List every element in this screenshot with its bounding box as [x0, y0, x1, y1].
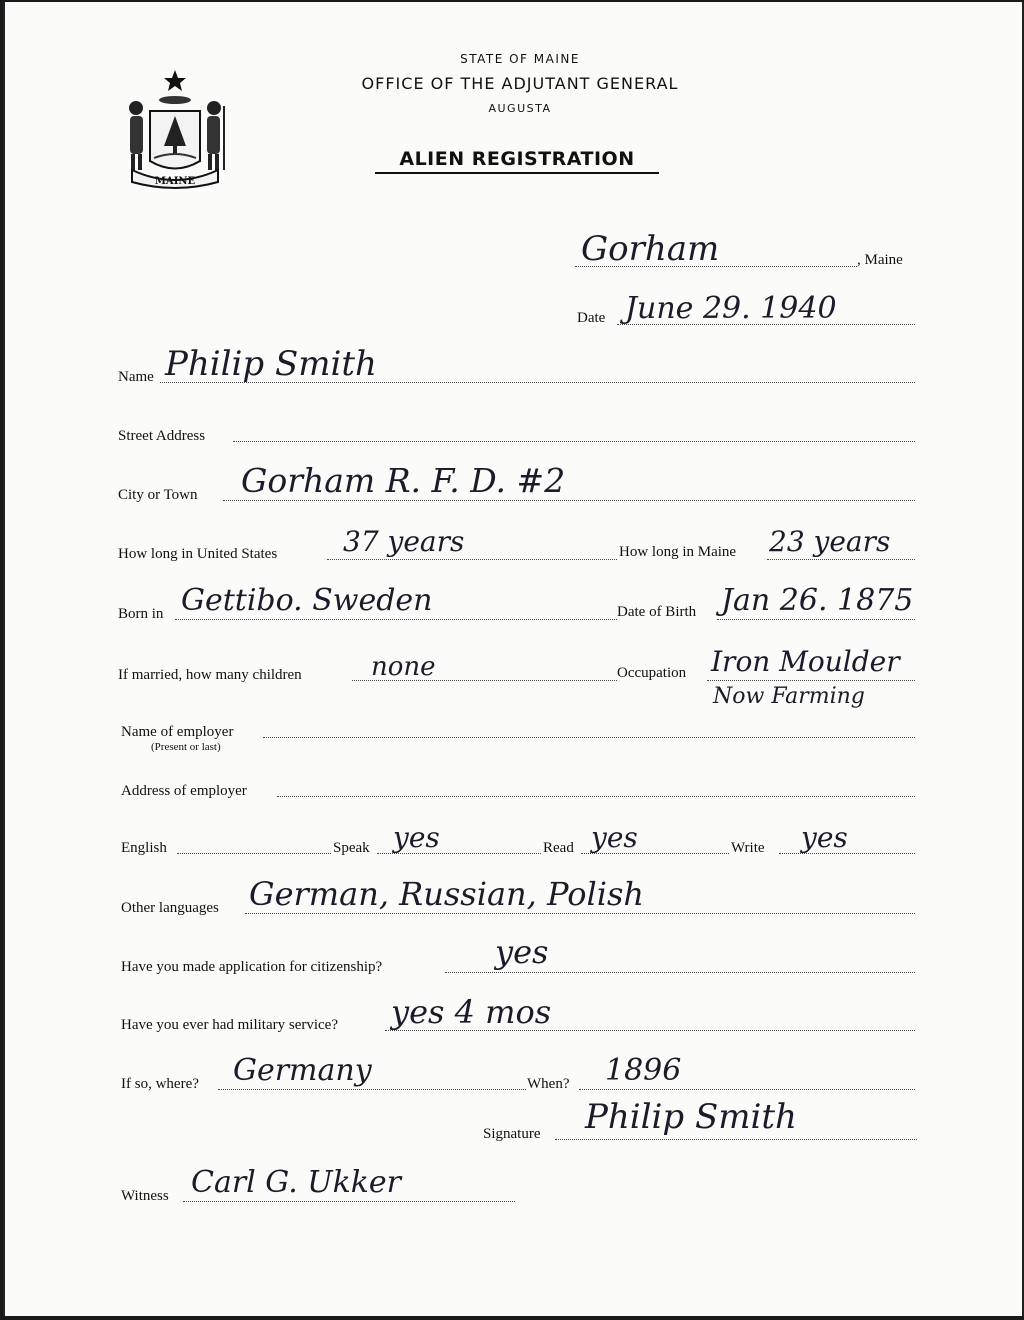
occupation-value: Iron Moulder: [711, 645, 900, 678]
signature-line: [555, 1139, 917, 1140]
occupation-line: [707, 680, 915, 681]
born-in-label: Born in: [118, 606, 164, 622]
how-long-maine-label: How long in Maine: [619, 544, 737, 560]
read-label: Read: [543, 840, 574, 856]
state-seal-icon: [120, 66, 230, 190]
children-value: none: [371, 652, 436, 682]
employer-address-line: [277, 796, 915, 797]
military-label: Have you ever had military service?: [121, 1017, 338, 1033]
date-of-birth-value: Jan 26. 1875: [721, 583, 914, 618]
when-line: [579, 1089, 915, 1090]
citizenship-label: Have you made application for citizenship?: [121, 959, 383, 975]
how-long-us-value: 37 years: [343, 525, 465, 558]
signature-value: Philip Smith: [585, 1097, 797, 1137]
write-label: Write: [731, 840, 765, 856]
when-value: 1896: [605, 1053, 682, 1088]
how-long-maine-value: 23 years: [769, 525, 891, 558]
occupation-label: Occupation: [617, 665, 687, 681]
form-title: ALIEN REGISTRATION: [375, 148, 659, 174]
other-languages-line: [245, 913, 915, 914]
employer-address-label: Address of employer: [121, 783, 247, 799]
read-value: yes: [591, 821, 638, 854]
where-label: If so, where?: [121, 1076, 199, 1092]
employer-name-label: Name of employer: [121, 724, 234, 740]
born-in-line: [175, 619, 617, 620]
state-heading: STATE OF MAINE: [460, 52, 580, 66]
witness-value: Carl G. Ukker: [191, 1165, 402, 1200]
date-value: June 29. 1940: [625, 291, 837, 326]
street-address-label: Street Address: [118, 428, 206, 444]
witness-line: [183, 1201, 515, 1202]
write-value: yes: [801, 821, 848, 854]
witness-label: Witness: [121, 1188, 169, 1204]
registration-form: [3, 2, 1024, 1316]
english-label: English: [121, 840, 167, 856]
speak-label: Speak: [333, 840, 370, 856]
english-line: [177, 853, 331, 854]
office-heading: OFFICE OF THE ADJUTANT GENERAL: [361, 74, 679, 93]
town-value: Gorham: [581, 229, 720, 269]
occupation-value-2: Now Farming: [713, 684, 865, 709]
date-label: Date: [577, 310, 606, 326]
citizenship-value: yes: [495, 933, 549, 971]
seal-banner-text: MAINE: [154, 176, 196, 187]
city-or-town-label: City or Town: [118, 487, 198, 503]
other-languages-value: German, Russian, Polish: [249, 875, 644, 913]
children-label: If married, how many children: [118, 667, 302, 683]
other-languages-label: Other languages: [121, 900, 219, 916]
employer-name-line: [263, 737, 915, 738]
name-value: Philip Smith: [165, 344, 377, 384]
date-of-birth-line: [717, 619, 915, 620]
how-long-us-label: How long in United States: [118, 546, 278, 562]
speak-value: yes: [393, 821, 440, 854]
how-long-maine-line: [767, 559, 915, 560]
maine-label: , Maine: [857, 252, 903, 268]
when-label: When?: [527, 1076, 570, 1092]
military-value: yes 4 mos: [391, 993, 552, 1031]
city-heading: AUGUSTA: [488, 102, 552, 115]
city-or-town-line: [223, 500, 915, 501]
name-label: Name: [118, 369, 154, 385]
employer-name-sublabel: (Present or last): [151, 741, 221, 753]
where-value: Germany: [233, 1053, 372, 1088]
born-in-value: Gettibo. Sweden: [181, 583, 433, 618]
street-address-line: [233, 441, 915, 442]
citizenship-line: [445, 972, 915, 973]
where-line: [218, 1089, 526, 1090]
city-or-town-value: Gorham R. F. D. #2: [241, 461, 566, 500]
date-of-birth-label: Date of Birth: [617, 604, 697, 620]
signature-label: Signature: [483, 1126, 541, 1142]
how-long-us-line: [327, 559, 617, 560]
